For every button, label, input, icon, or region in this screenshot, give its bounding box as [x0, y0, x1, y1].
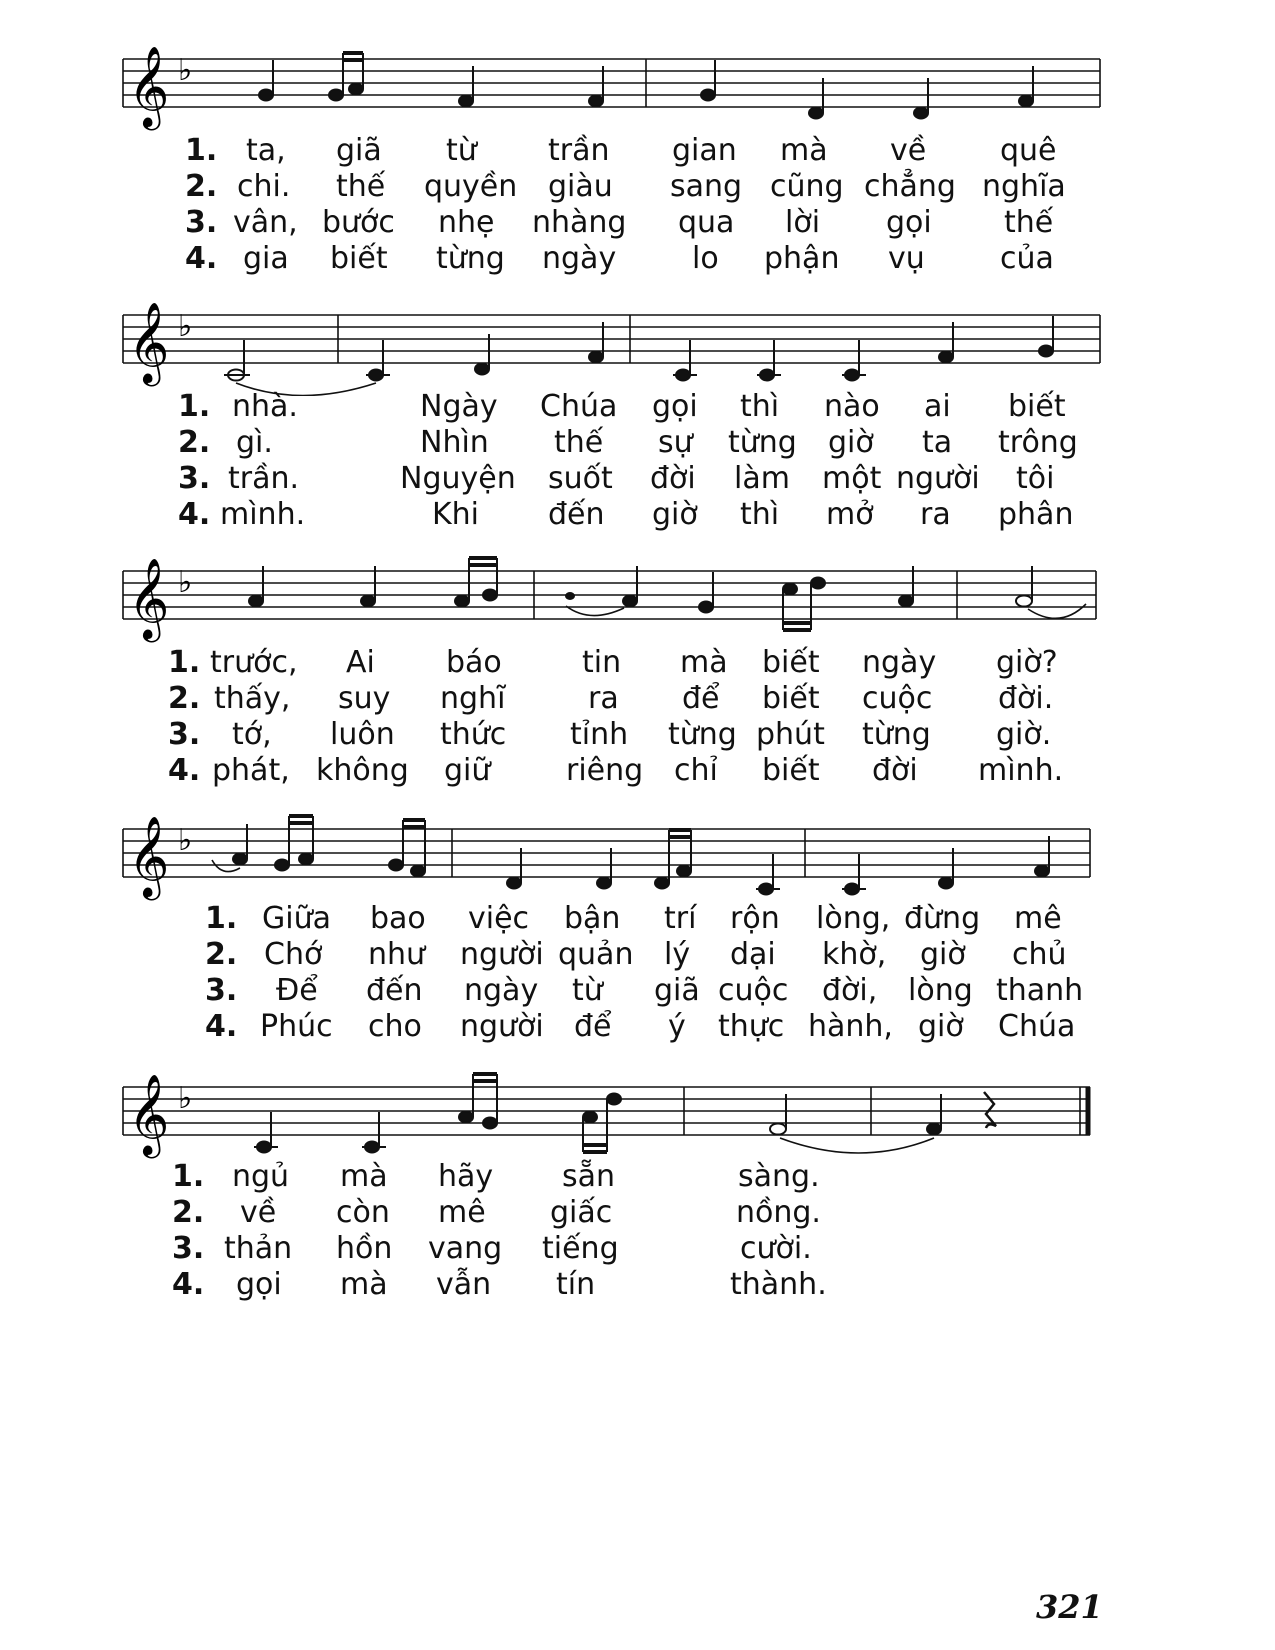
verse-number: 4.: [168, 753, 201, 788]
lyric-syllable: làm: [734, 461, 790, 496]
note: [1035, 866, 1049, 877]
verse-number: 2.: [205, 937, 238, 972]
note: [899, 596, 913, 607]
lyric-syllable: sự: [658, 425, 693, 460]
lyric-syllable: suốt: [548, 461, 613, 496]
lyric-syllable: sang: [670, 169, 743, 204]
lyric-syllable: khờ,: [822, 937, 887, 972]
lyric-syllable: thế: [336, 169, 386, 204]
note: [589, 96, 603, 107]
lyric-syllable: của: [1000, 241, 1054, 276]
note: [483, 1118, 497, 1129]
note: [411, 866, 425, 877]
verse-line: [0, 1266, 1275, 1304]
lyric-syllable: giờ?: [996, 645, 1058, 680]
lyric-syllable: thực: [718, 1009, 785, 1044]
lyric-syllable: trần: [548, 133, 610, 168]
page-number: 321: [1036, 1588, 1103, 1626]
lyric-syllable: nhẹ: [438, 205, 495, 240]
lyric-syllable: hành,: [808, 1009, 893, 1044]
lyric-syllable: bước: [322, 205, 395, 240]
lyric-syllable: sàng.: [738, 1159, 820, 1194]
lyric-syllable: sẵn: [562, 1159, 616, 1194]
lyric-syllable: thấy,: [214, 681, 291, 716]
lyric-syllable: còn: [336, 1195, 390, 1230]
note: [811, 578, 825, 589]
note: [475, 364, 489, 375]
lyric-syllable: quyền: [424, 169, 518, 204]
lyric-syllable: thản: [224, 1231, 293, 1266]
lyric-syllable: từng: [436, 241, 505, 276]
lyric-syllable: ra: [588, 681, 619, 716]
verse-number: 1.: [205, 901, 238, 936]
lyric-syllable: lời: [785, 205, 821, 240]
note: [233, 854, 247, 865]
verse-number: 4.: [172, 1267, 205, 1302]
staff-2: [0, 256, 1275, 396]
treble-clef-icon: 𝄞: [128, 815, 170, 897]
staff-3: [0, 512, 1275, 652]
verse-line: [0, 644, 1275, 682]
note: [809, 108, 823, 119]
lyric-syllable: ngủ: [232, 1159, 290, 1194]
flat-icon: ♭: [178, 565, 193, 600]
lyric-syllable: giờ.: [996, 717, 1052, 752]
lyric-syllable: từng: [728, 425, 797, 460]
lyric-syllable: Chúa: [998, 1009, 1076, 1044]
note: [361, 596, 375, 607]
lyric-syllable: dại: [730, 937, 776, 972]
lyric-syllable: để: [682, 681, 720, 716]
verse-number: 2.: [168, 681, 201, 716]
note: [583, 1112, 597, 1123]
lyric-syllable: Chớ: [264, 937, 323, 972]
lyric-syllable: về: [240, 1195, 277, 1230]
lyric-syllable: nồng.: [736, 1195, 821, 1230]
lyric-syllable: hồn: [336, 1231, 393, 1266]
lyric-syllable: biết: [762, 753, 820, 788]
lyric-syllable: việc: [468, 901, 530, 936]
verse-line: [0, 680, 1275, 718]
lyric-syllable: trông: [998, 425, 1078, 460]
lyric-syllable: chủ: [1012, 937, 1067, 972]
lyric-syllable: chỉ: [674, 753, 718, 788]
lyric-syllable: tôi: [1016, 461, 1055, 496]
note: [607, 1094, 621, 1105]
lyric-syllable: mà: [340, 1267, 388, 1302]
treble-clef-icon: 𝄞: [128, 557, 170, 639]
flat-icon: ♭: [178, 309, 193, 344]
lyric-syllable: qua: [678, 205, 735, 240]
note: [459, 1112, 473, 1123]
verse-number: 4.: [178, 497, 211, 532]
lyric-syllable: thì: [740, 389, 780, 424]
lyric-syllable: giờ: [918, 1009, 964, 1044]
lyric-syllable: lo: [692, 241, 719, 276]
lyric-syllable: ta,: [246, 133, 286, 168]
verse-number: 4.: [185, 241, 218, 276]
lyric-syllable: cũng: [770, 169, 844, 204]
note: [1019, 96, 1033, 107]
lyric-syllable: thanh: [996, 973, 1084, 1008]
lyric-syllable: thức: [440, 717, 507, 752]
lyric-syllable: người: [896, 461, 980, 496]
lyric-syllable: gì.: [236, 425, 273, 460]
lyric-syllable: giấc: [550, 1195, 613, 1230]
verse-number: 4.: [205, 1009, 238, 1044]
note: [701, 90, 715, 101]
note: [699, 602, 713, 613]
lyric-syllable: vẫn: [436, 1267, 492, 1302]
lyric-syllable: đến: [366, 973, 423, 1008]
lyric-syllable: đến: [548, 497, 605, 532]
lyric-syllable: giã: [336, 133, 382, 168]
lyric-syllable: người: [460, 937, 544, 972]
lyric-syllable: trần.: [228, 461, 300, 496]
lyric-syllable: vang: [428, 1231, 503, 1266]
lyric-syllable: tớ,: [232, 717, 272, 752]
lyric-syllable: Phúc: [260, 1009, 333, 1044]
verse-line: [0, 1158, 1275, 1196]
lyric-syllable: mà: [780, 133, 828, 168]
verse-line: [0, 1194, 1275, 1232]
note: [939, 878, 953, 889]
verse-number: 3.: [168, 717, 201, 752]
treble-clef-icon: 𝄞: [128, 1073, 170, 1155]
lyric-syllable: gian: [672, 133, 737, 168]
lyric-syllable: mê: [438, 1195, 486, 1230]
lyric-syllable: Giữa: [262, 901, 331, 936]
note: [329, 90, 343, 101]
lyric-syllable: giã: [654, 973, 700, 1008]
lyric-syllable: vụ: [888, 241, 925, 276]
flat-icon: ♭: [178, 53, 193, 88]
lyric-syllable: gọi: [652, 389, 698, 424]
treble-clef-icon: 𝄞: [128, 45, 170, 127]
lyric-syllable: ngày: [542, 241, 617, 276]
note: [1039, 346, 1053, 357]
verse-line: [0, 716, 1275, 754]
note: [655, 878, 669, 889]
lyric-syllable: một: [822, 461, 882, 496]
lyric-syllable: đời: [872, 753, 918, 788]
lyric-syllable: lý: [664, 937, 691, 972]
verse-number: 2.: [178, 425, 211, 460]
lyric-syllable: Chúa: [540, 389, 618, 424]
lyric-syllable: từng: [862, 717, 931, 752]
note: [459, 96, 473, 107]
lyric-syllable: mà: [680, 645, 728, 680]
lyric-syllable: nghĩa: [982, 169, 1066, 204]
lyric-syllable: Để: [276, 973, 318, 1008]
note: [1016, 596, 1032, 607]
lyric-syllable: cuộc: [718, 973, 789, 1008]
lyric-syllable: tiếng: [542, 1231, 619, 1266]
lyric-syllable: biết: [762, 681, 820, 716]
lyric-syllable: người: [460, 1009, 544, 1044]
lyric-syllable: thế: [554, 425, 604, 460]
staff-5: [0, 1028, 1275, 1168]
lyric-syllable: giữ: [444, 753, 491, 788]
lyric-syllable: ngày: [862, 645, 937, 680]
note: [299, 854, 313, 865]
lyric-syllable: biết: [330, 241, 388, 276]
lyric-syllable: tin: [582, 645, 622, 680]
lyric-syllable: bận: [564, 901, 621, 936]
lyric-syllable: đời.: [998, 681, 1054, 716]
lyric-syllable: trước,: [210, 645, 298, 680]
verse-line: [0, 936, 1275, 974]
lyric-syllable: mình.: [220, 497, 306, 532]
lyric-syllable: thì: [740, 497, 780, 532]
verse-number: 1.: [172, 1159, 205, 1194]
lyric-syllable: quê: [1000, 133, 1057, 168]
flat-icon: ♭: [178, 823, 193, 858]
lyric-syllable: giờ: [920, 937, 966, 972]
lyric-syllable: Nguyện: [400, 461, 516, 496]
lyric-syllable: ý: [668, 1009, 686, 1044]
lyric-syllable: suy: [338, 681, 391, 716]
lyric-syllable: phân: [998, 497, 1074, 532]
lyric-syllable: lòng,: [816, 901, 891, 936]
note: [483, 590, 497, 601]
verse-number: 2.: [172, 1195, 205, 1230]
lyric-syllable: quản: [558, 937, 634, 972]
verse-line: [0, 460, 1275, 498]
lyric-syllable: từ: [572, 973, 603, 1008]
lyric-syllable: đời: [650, 461, 696, 496]
lyric-syllable: riêng: [566, 753, 644, 788]
note: [770, 1124, 786, 1135]
verse-number: 3.: [178, 461, 211, 496]
note: [566, 593, 574, 599]
lyric-syllable: chi.: [237, 169, 291, 204]
lyric-syllable: Ngày: [420, 389, 498, 424]
lyric-syllable: trí: [664, 901, 697, 936]
verse-number: 3.: [205, 973, 238, 1008]
lyric-syllable: đừng: [904, 901, 981, 936]
lyric-syllable: Ai: [346, 645, 375, 680]
lyric-syllable: nhà.: [232, 389, 298, 424]
note: [677, 866, 691, 877]
lyric-syllable: cho: [368, 1009, 422, 1044]
lyric-syllable: rộn: [730, 901, 780, 936]
treble-clef-icon: 𝄞: [128, 301, 170, 383]
lyric-syllable: thành.: [730, 1267, 827, 1302]
note: [589, 352, 603, 363]
staff-4: [0, 770, 1275, 910]
lyric-syllable: biết: [1008, 389, 1066, 424]
lyric-syllable: từ: [446, 133, 477, 168]
verse-line: [0, 204, 1275, 242]
lyric-syllable: hãy: [438, 1159, 494, 1194]
lyric-syllable: mình.: [978, 753, 1064, 788]
lyric-syllable: như: [368, 937, 426, 972]
verse-line: [0, 900, 1275, 938]
verse-number: 2.: [185, 169, 218, 204]
note: [249, 596, 263, 607]
verse-line: [0, 388, 1275, 426]
lyric-syllable: thế: [1004, 205, 1054, 240]
note: [927, 1124, 941, 1135]
note: [939, 352, 953, 363]
lyric-syllable: phát,: [212, 753, 290, 788]
lyric-syllable: đời,: [822, 973, 878, 1008]
lyric-syllable: phút: [756, 717, 825, 752]
lyric-syllable: giàu: [548, 169, 613, 204]
lyric-syllable: giờ: [652, 497, 698, 532]
staff-1: [0, 0, 1275, 140]
note: [783, 584, 797, 595]
lyric-syllable: Khi: [432, 497, 480, 532]
verse-line: [0, 1230, 1275, 1268]
lyric-syllable: báo: [446, 645, 502, 680]
flat-icon: ♭: [178, 1081, 193, 1116]
note: [597, 878, 611, 889]
lyric-syllable: mở: [826, 497, 874, 532]
verse-line: [0, 972, 1275, 1010]
lyric-syllable: cười.: [740, 1231, 812, 1266]
note: [914, 108, 928, 119]
lyric-syllable: không: [316, 753, 409, 788]
lyric-syllable: cuộc: [862, 681, 933, 716]
lyric-syllable: giờ: [828, 425, 874, 460]
verse-line: [0, 168, 1275, 206]
note: [507, 878, 521, 889]
lyric-syllable: ai: [924, 389, 951, 424]
verse-number: 3.: [185, 205, 218, 240]
lyric-syllable: ta: [922, 425, 953, 460]
verse-number: 3.: [172, 1231, 205, 1266]
lyric-syllable: vân,: [233, 205, 298, 240]
lyric-syllable: luôn: [330, 717, 395, 752]
lyric-syllable: mê: [1014, 901, 1062, 936]
lyric-syllable: tỉnh: [570, 717, 629, 752]
note: [389, 860, 403, 871]
note: [349, 84, 363, 95]
lyric-syllable: ngày: [464, 973, 539, 1008]
lyric-syllable: bao: [370, 901, 426, 936]
lyric-syllable: gia: [243, 241, 289, 276]
lyric-syllable: để: [574, 1009, 612, 1044]
lyric-syllable: Nhìn: [420, 425, 489, 460]
lyric-syllable: biết: [762, 645, 820, 680]
lyric-syllable: nghĩ: [440, 681, 506, 716]
note: [455, 596, 469, 607]
verse-number: 1.: [178, 389, 211, 424]
verse-line: [0, 424, 1275, 462]
lyric-syllable: ra: [920, 497, 951, 532]
lyric-syllable: phận: [764, 241, 840, 276]
lyric-syllable: chẳng: [864, 169, 956, 204]
lyric-syllable: gọi: [886, 205, 932, 240]
note: [259, 90, 273, 101]
lyric-syllable: mà: [340, 1159, 388, 1194]
lyric-syllable: nào: [824, 389, 880, 424]
verse-line: [0, 132, 1275, 170]
verse-number: 1.: [185, 133, 218, 168]
lyric-syllable: từng: [668, 717, 737, 752]
note: [275, 860, 289, 871]
lyric-syllable: nhàng: [532, 205, 627, 240]
lyric-syllable: về: [890, 133, 927, 168]
lyric-syllable: gọi: [236, 1267, 282, 1302]
verse-number: 1.: [168, 645, 201, 680]
lyric-syllable: lòng: [908, 973, 973, 1008]
lyric-syllable: tín: [556, 1267, 596, 1302]
note: [623, 596, 637, 607]
